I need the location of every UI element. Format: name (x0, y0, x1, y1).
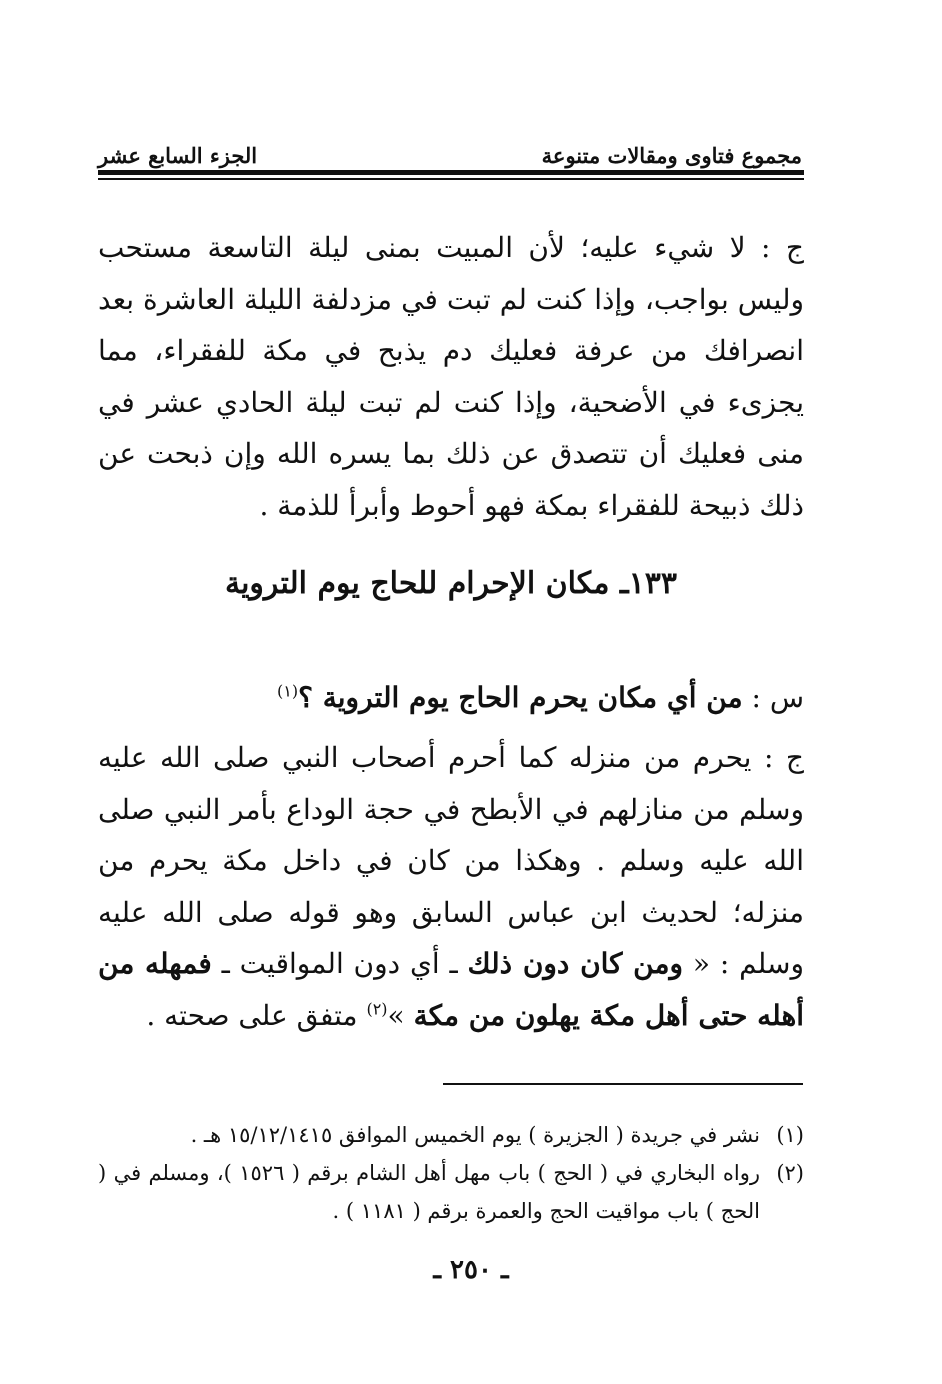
footnote-2-number: (٢) (776, 1161, 804, 1185)
answer-1-text: لا شيء عليه؛ لأن المبيت بمنى ليلة التاسعة مستحب وليس بواجب، وإذا كنت لم تبت في مزدلفة الليلة العاشرة بعد انصرافك من عرفة فعليك دم يذبح في مكة للفقراء، مما يجزىء في الأضحية، وإذا كنت لم تبت ليلة الحادي عشر في منى فعليك أن تتصدق عن ذلك بما يسره الله وإن ذبحت عن ذلك ذبيحة للفقراء بمكة فهو أحوط وأبرأ للذمة . (98, 231, 804, 522)
footnote-1 (98, 1116, 804, 1154)
hadith-part-2: فمهله من أهله حتى أهل مكة يهلون من مكة (98, 947, 804, 1032)
footnote-2 (98, 1154, 804, 1230)
hadith-aside: ـ أي دون المواقيت ـ (211, 947, 468, 980)
book-title: مجموع فتاوى ومقالات متنوعة (541, 143, 802, 168)
answer-2-text-2: متفق على صحته . (146, 998, 367, 1032)
question-paragraph (98, 672, 804, 724)
header-rule-thick (98, 170, 804, 175)
footnote-1-text: نشر في جريدة ( الجزيرة ) يوم الخميس الموافق ١٥/١٢/١٤١٥ هـ . (190, 1123, 760, 1147)
answer-1-prefix: ج : (745, 231, 804, 264)
answer-paragraph-1 (98, 222, 804, 531)
answer-paragraph-2 (98, 732, 804, 1041)
question-prefix: س : (742, 681, 804, 714)
header-rule-thin (98, 178, 804, 180)
footnote-ref-1: (١) (277, 681, 299, 701)
close-quote: » (387, 998, 414, 1032)
answer-2-text-1: يحرم من منزله كما أحرم أصحاب النبي صلى الله عليه وسلم من منازلهم في الأبطح في حجة الوداع بأمر النبي صلى الله عليه وسلم . وهكذا من كان في داخل مكة يحرم من منزله؛ لحديث ابن عباس السابق وهو قوله صلى الله عليه وسلم : « (98, 741, 805, 980)
running-header (98, 128, 802, 168)
hadith-part-1: ومن كان دون ذلك (467, 947, 684, 980)
footnote-separator (443, 1083, 803, 1085)
question-text: من أي مكان يحرم الحاج يوم التروية ؟ (298, 681, 743, 714)
volume-label: الجزء السابع عشر (98, 143, 258, 168)
page-number: ـ ٢٥٠ ـ (433, 1255, 509, 1285)
footnote-2-text: رواه البخاري في ( الحج ) باب مهل أهل الشام برقم ( ١٥٢٦ )، ومسلم في ( الحج ) باب مواقيت الحج والعمرة برقم ( ١١٨١ ) . (98, 1161, 760, 1223)
footnotes (98, 1116, 804, 1230)
section-heading: ١٣٣ـ مكان الإحرام للحاج يوم التروية (225, 566, 677, 601)
answer-2-prefix: ج : (751, 741, 804, 774)
footnote-1-number: (١) (776, 1123, 804, 1147)
footnote-ref-2: (٢) (366, 999, 388, 1019)
